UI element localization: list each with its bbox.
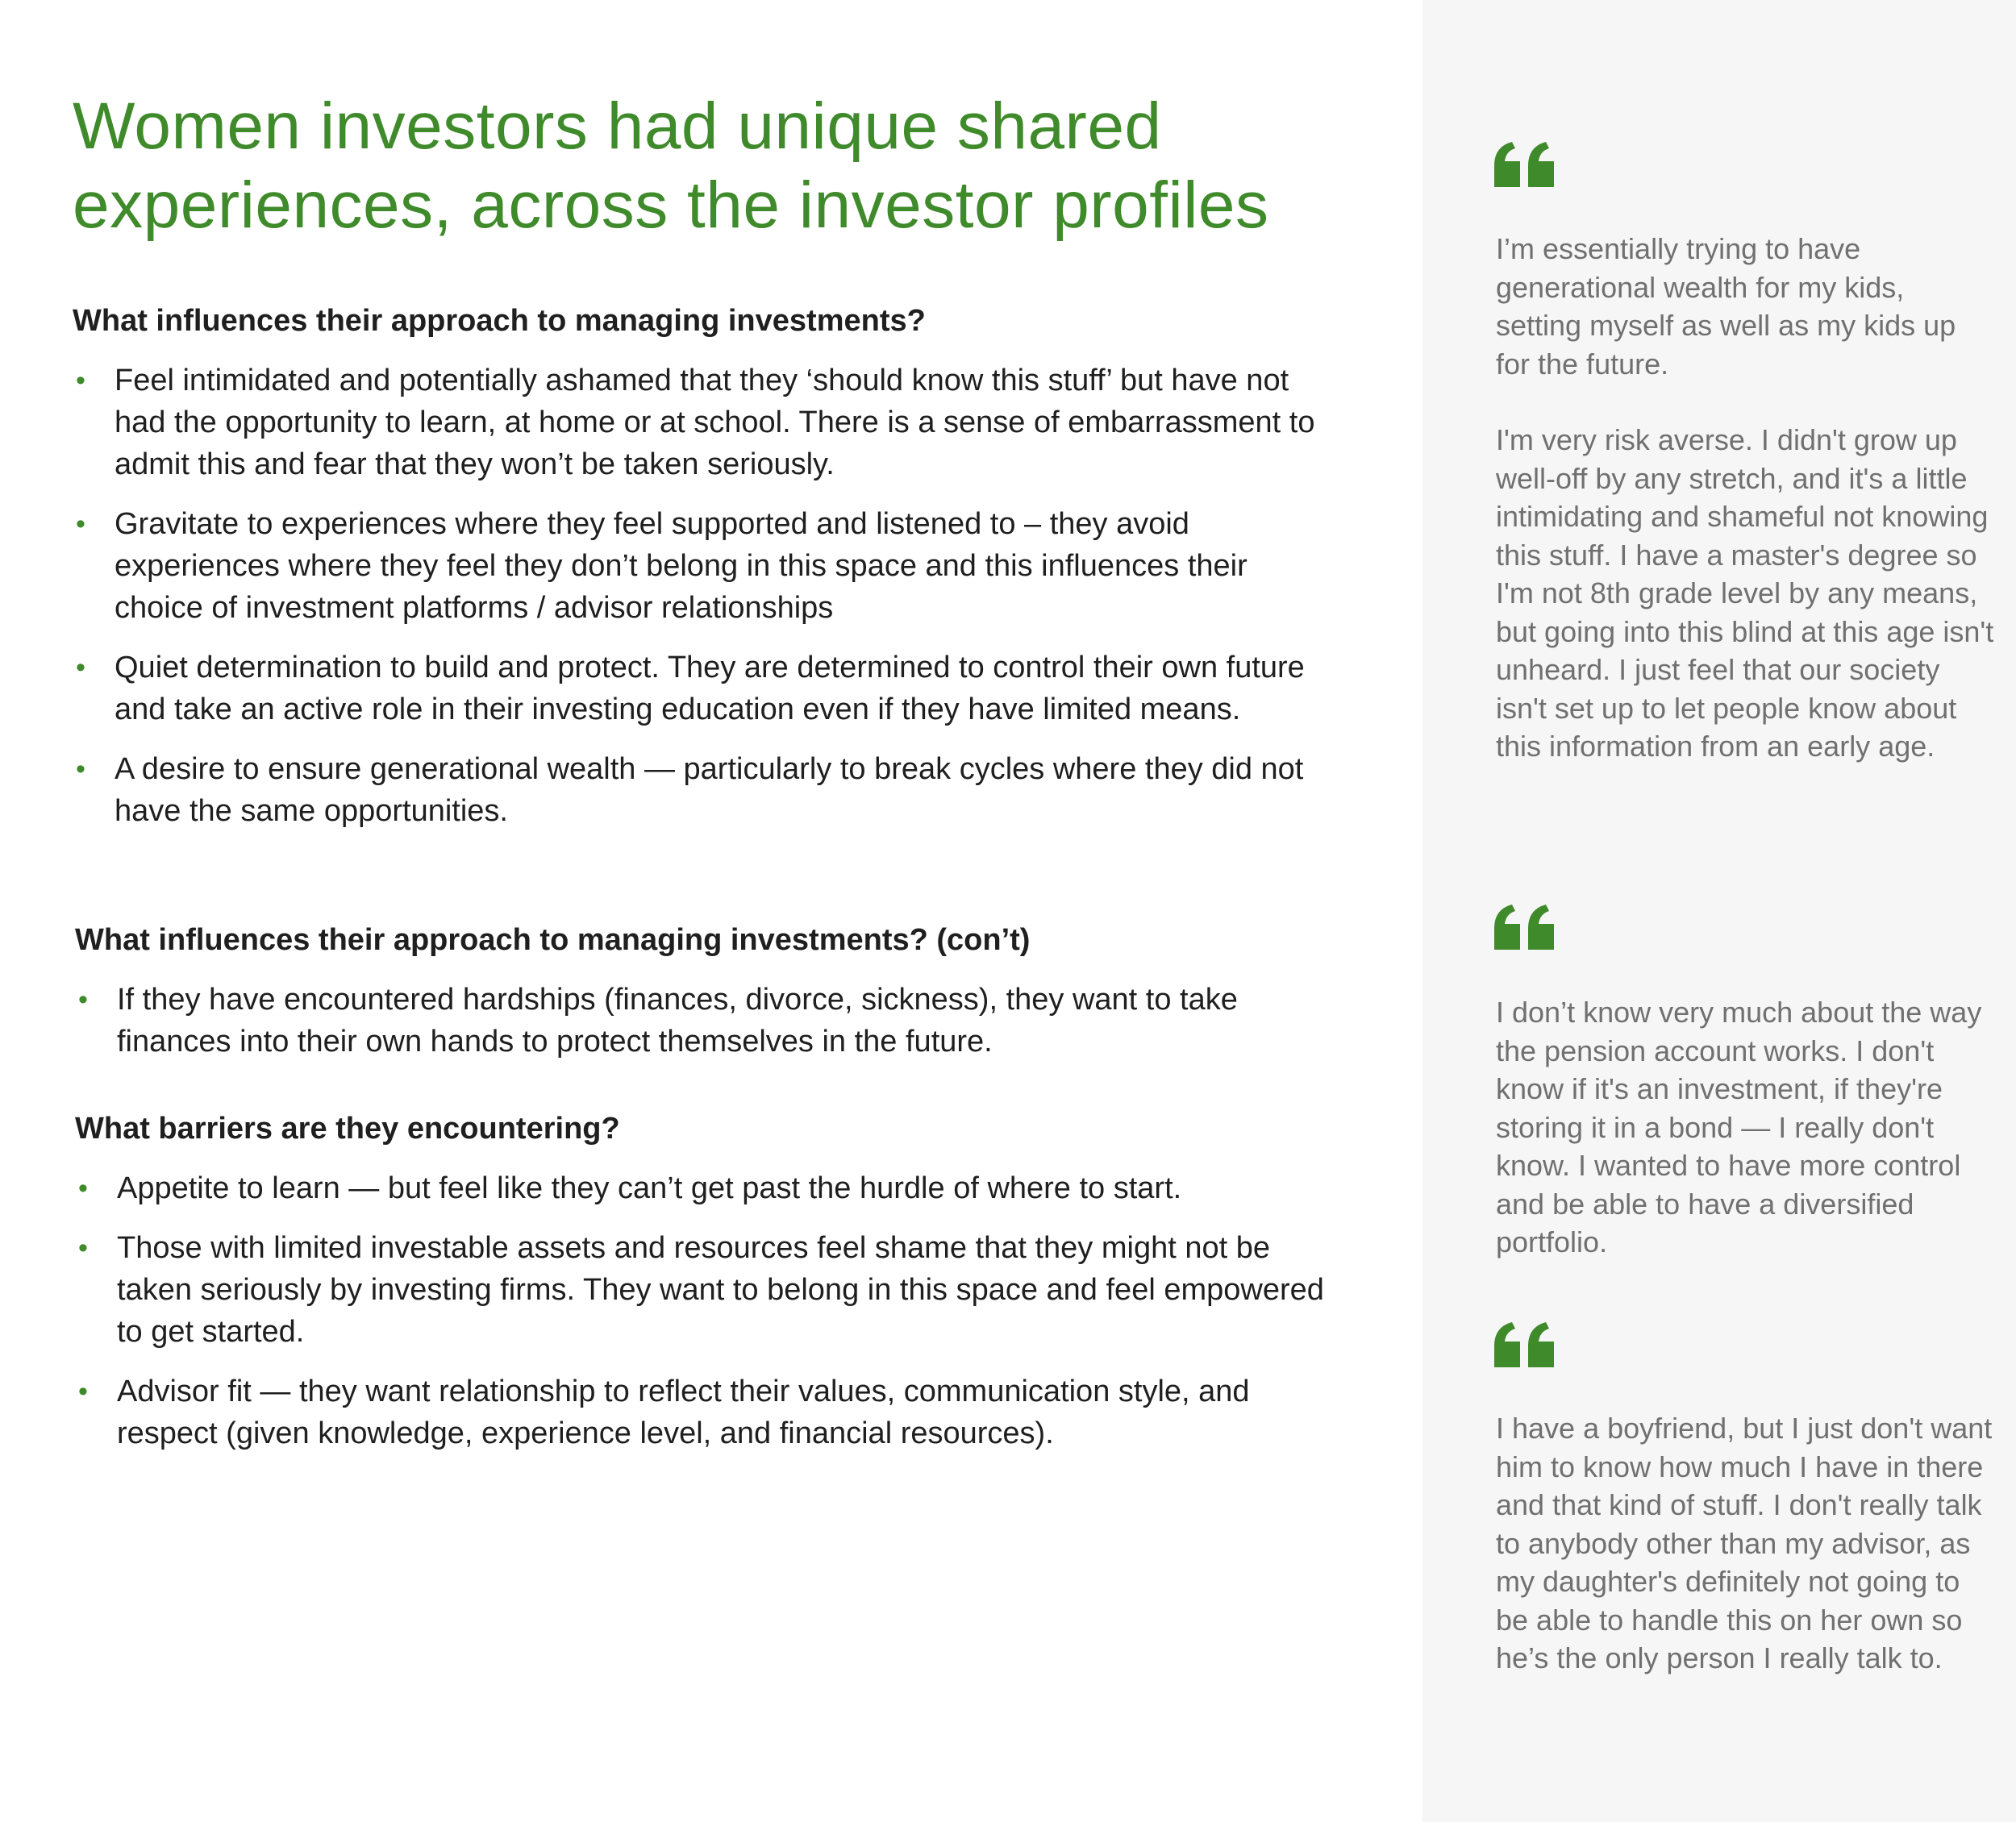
influences-cont-bullet-list: [75, 979, 1333, 1080]
bullet-text: Those with limited investable assets and resources feel shame that they might not be taken seriously by investing firms. They want to belong in this space and feel empowered to get started.: [117, 1231, 1324, 1349]
list-item: [75, 1227, 1333, 1353]
bullet-dot-icon: •: [76, 652, 85, 683]
list-item: [75, 1371, 1333, 1454]
bullet-text: Quiet determination to build and protect. They are determined to control their own future and take an active role in their investing education even if they have limited means.: [115, 651, 1305, 726]
bullet-dot-icon: •: [76, 754, 85, 784]
bullet-text: Feel intimidated and potentially ashamed that they ‘should know this stuff’ but have not had the opportunity to learn, at home or at school. There is a sense of embarrassment to admit this and fear that they won’t be taken seriously.: [115, 364, 1315, 481]
quote-paragraph: I'm very risk averse. I didn't grow up well-off by any stretch, and it's a little intimidating and shameful not knowing this stuff. I have a master's degree so I'm not 8th grade level by any means, but going into this blind at this age isn't unheard. I just feel that our society isn't set up to let people know about this information from an early age.: [1496, 423, 1994, 763]
bullet-text: Advisor fit — they want relationship to reflect their values, communication style, and respect (given knowledge, experience level, and financial resources).: [117, 1375, 1250, 1450]
list-item: [75, 979, 1333, 1063]
bullet-text: Gravitate to experiences where they feel supported and listened to – they avoid experiences where they feel they don’t belong in this space and this influences their choice of investment platforms / advisor relationships: [115, 507, 1248, 625]
bullet-text: If they have encountered hardships (finances, divorce, sickness), they want to take finances into their own hands to protect themselves in the future.: [117, 983, 1238, 1059]
section-heading-influences: What influences their approach to managing investments?: [73, 304, 926, 338]
bullet-dot-icon: •: [78, 1376, 88, 1407]
quote-paragraph: I’m essentially trying to have generational wealth for my kids, setting myself as well as my kids up for the future.: [1496, 232, 1956, 381]
bullet-dot-icon: •: [76, 365, 85, 396]
list-item: [73, 360, 1331, 485]
quote-block-2: [1496, 993, 1996, 1262]
section-heading-barriers: What barriers are they encountering?: [75, 1112, 620, 1146]
quote-mark-icon: [1494, 1322, 1556, 1367]
bullet-text: A desire to ensure generational wealth — particularly to break cycles where they did not have the same opportunities.: [115, 752, 1304, 828]
bullet-dot-icon: •: [78, 1173, 88, 1204]
quote-mark-icon: [1494, 905, 1556, 950]
bullet-text: Appetite to learn — but feel like they can’t get past the hurdle of where to start.: [117, 1171, 1182, 1205]
section-heading-influences-cont: What influences their approach to managing investments? (con’t): [75, 923, 1031, 957]
quote-block-3: [1496, 1409, 1996, 1678]
list-item: [73, 748, 1331, 832]
quote-paragraph: I don’t know very much about the way the pension account works. I don't know if it's an investment, if they're storing it in a bond — I really don't know. I wanted to have more control and be able to have a diversified portfolio.: [1496, 996, 1982, 1258]
list-item: [73, 503, 1331, 629]
bullet-dot-icon: •: [78, 984, 88, 1015]
quote-block-1: [1496, 230, 1996, 766]
barriers-bullet-list: [75, 1167, 1333, 1472]
bullet-dot-icon: •: [78, 1233, 88, 1263]
bullet-dot-icon: •: [76, 509, 85, 539]
list-item: [75, 1167, 1333, 1209]
page-title: Women investors had unique shared experiences, across the investor profiles: [73, 89, 1269, 242]
influences-bullet-list: [73, 360, 1331, 850]
list-item: [73, 647, 1331, 730]
quote-paragraph: I have a boyfriend, but I just don't want him to know how much I have in there and that kind of stuff. I don't really talk to anybody other than my advisor, as my daughter's definitely not going to be able to handle this on her own so he’s the only person I really talk to.: [1496, 1412, 1993, 1674]
quote-mark-icon: [1494, 142, 1556, 187]
